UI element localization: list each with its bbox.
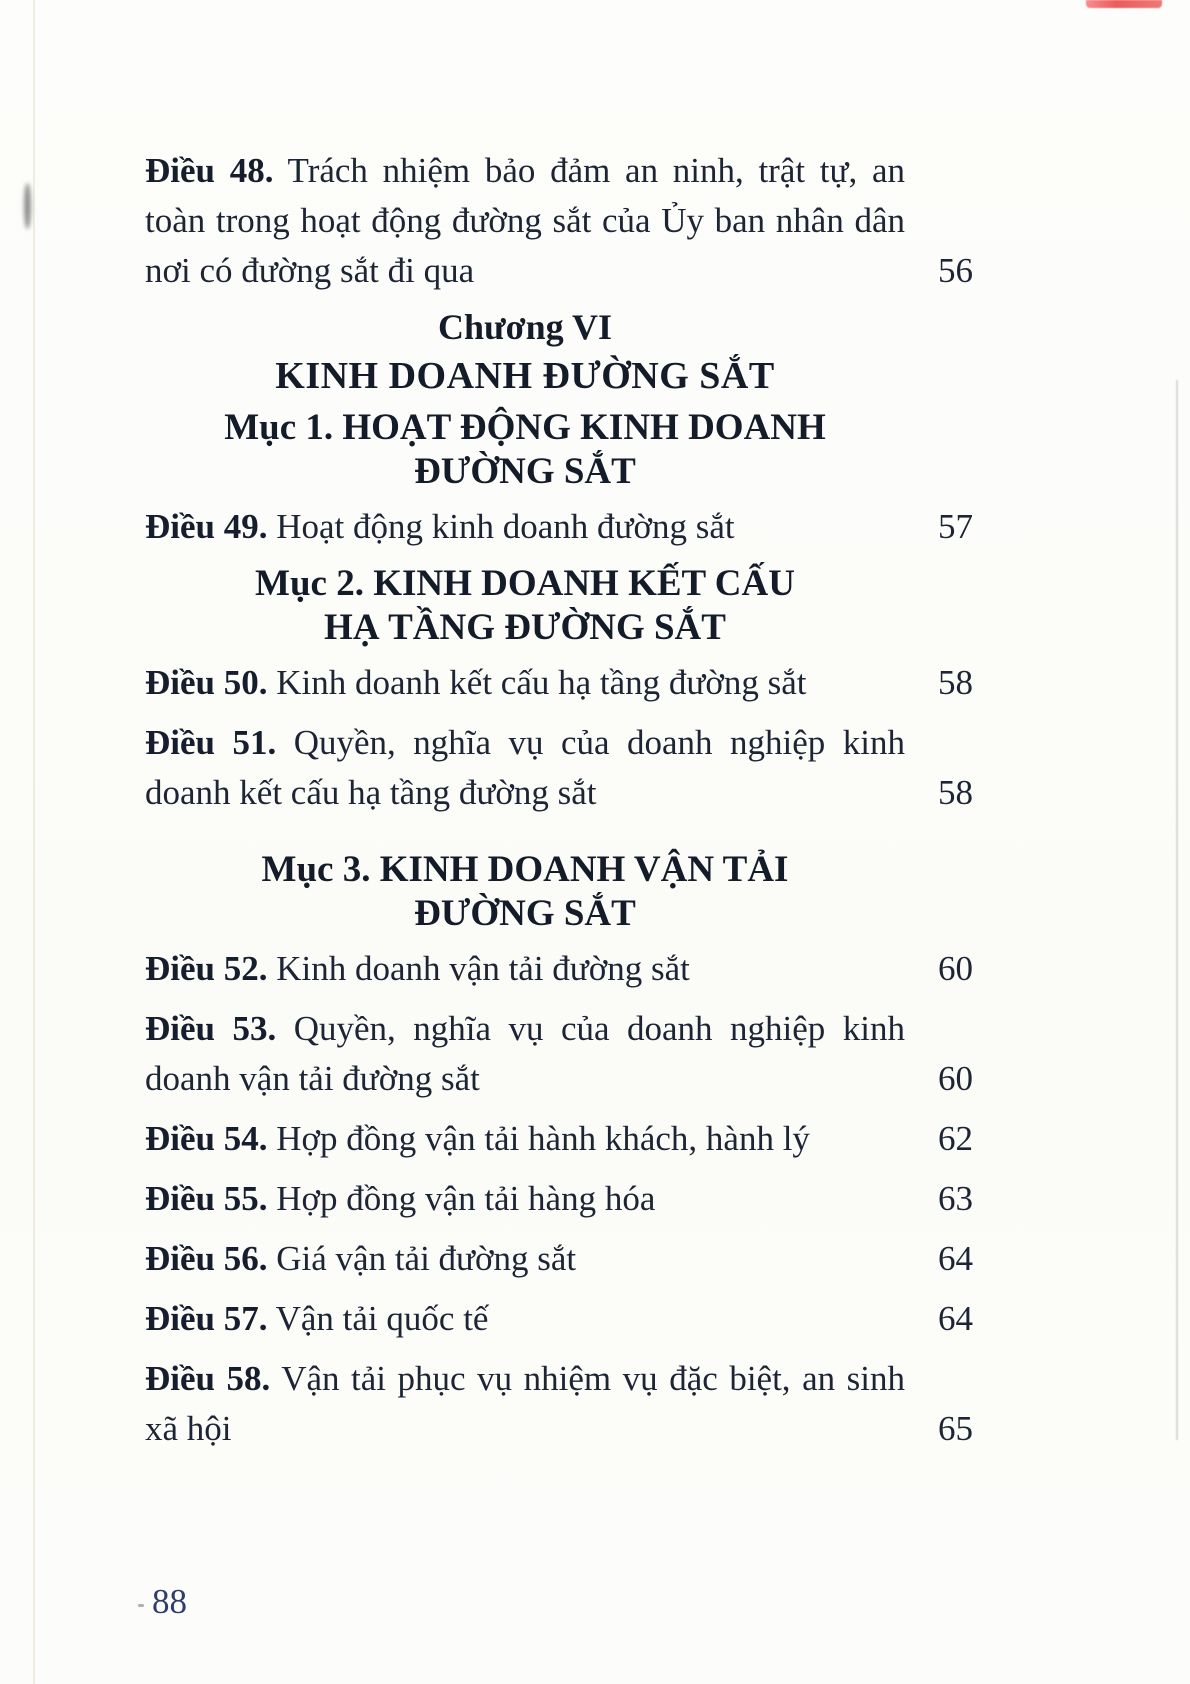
toc-entry-page-number: 64 — [938, 1299, 973, 1338]
toc-entry-text — [145, 658, 905, 708]
toc-entry-label: Điều 57. — [145, 1299, 268, 1338]
toc-entry-title: Hợp đồng vận tải hành khách, hành lý — [267, 1119, 810, 1158]
toc-entry — [145, 944, 975, 994]
toc-entry-title: Trách nhiệm bảo đảm an ninh, trật tự, an toàn trong hoạt động đường sắt của Ủy ban nhân dân nơi có đường sắt đi qua — [145, 151, 905, 290]
toc-entry-text — [145, 502, 905, 552]
toc-entry-title: Vận tải phục vụ nhiệm vụ đặc biệt, an sinh xã hội — [145, 1359, 905, 1448]
page-footer — [152, 1582, 187, 1622]
toc-entry-title: Quyền, nghĩa vụ của doanh nghiệp kinh doanh vận tải đường sắt — [145, 1009, 906, 1098]
toc-entry — [145, 146, 975, 296]
toc-entry-title: Hoạt động kinh doanh đường sắt — [267, 507, 735, 546]
scan-artifact-right-edge — [1176, 380, 1178, 1440]
toc-entry-text — [145, 146, 905, 296]
toc-section-heading-line: Mục 1. HOẠT ĐỘNG KINH DOANH — [224, 407, 826, 448]
toc-section-heading — [145, 406, 905, 494]
toc-chapter-heading: Chương VI — [438, 307, 612, 347]
toc-entry — [145, 1234, 975, 1284]
toc-entry-label: Điều 51. — [145, 723, 277, 762]
toc-entry-page-number: 60 — [938, 949, 973, 988]
toc-entry-page-number: 57 — [938, 507, 973, 546]
toc-entry-page-number: 56 — [938, 251, 973, 290]
toc-entry-text — [145, 1354, 905, 1454]
toc-entry — [145, 718, 975, 818]
toc-entry-text — [145, 1174, 905, 1224]
toc-entry-title: Kinh doanh vận tải đường sắt — [267, 949, 690, 988]
toc-entry-title: Kinh doanh kết cấu hạ tầng đường sắt — [267, 663, 807, 702]
toc-entry-text — [145, 1004, 905, 1104]
scan-dot-artifact — [138, 1604, 144, 1607]
toc-entry-text — [145, 1114, 905, 1164]
folio-number: 88 — [152, 1582, 187, 1621]
toc-entry-text — [145, 944, 905, 994]
toc-chapter-title: KINH DOANH ĐƯỜNG SẮT — [275, 355, 775, 397]
toc-entry-title: Vận tải quốc tế — [267, 1299, 489, 1338]
toc-entry — [145, 502, 975, 552]
toc-section-heading — [145, 848, 905, 936]
toc-section-heading-line: HẠ TẦNG ĐƯỜNG SẮT — [324, 607, 726, 648]
toc-list — [145, 146, 975, 1464]
toc-entry-label: Điều 55. — [145, 1179, 268, 1218]
toc-entry-label: Điều 49. — [145, 507, 268, 546]
toc-section-heading — [145, 562, 905, 650]
toc-entry-title: Hợp đồng vận tải hàng hóa — [267, 1179, 656, 1218]
toc-section-heading-line: ĐƯỜNG SẮT — [414, 451, 636, 492]
toc-entry — [145, 1004, 975, 1104]
toc-entry-page-number: 63 — [938, 1179, 973, 1218]
scan-artifact-smudge — [24, 183, 31, 229]
toc-entry-page-number: 60 — [938, 1059, 973, 1098]
toc-entry-text — [145, 1234, 905, 1284]
scan-artifact-red-mark — [1086, 0, 1162, 8]
toc-entry-title: Giá vận tải đường sắt — [267, 1239, 577, 1278]
toc-entry — [145, 1174, 975, 1224]
toc-section-heading-line: ĐƯỜNG SẮT — [414, 893, 636, 934]
toc-entry — [145, 1294, 975, 1344]
toc-entry-label: Điều 54. — [145, 1119, 268, 1158]
toc-entry — [145, 1354, 975, 1454]
toc-entry-label: Điều 50. — [145, 663, 268, 702]
toc-entry-text — [145, 1294, 905, 1344]
toc-entry-title: Quyền, nghĩa vụ của doanh nghiệp kinh doanh kết cấu hạ tầng đường sắt — [145, 723, 906, 812]
toc-entry-page-number: 58 — [938, 663, 973, 702]
toc-entry-page-number: 65 — [938, 1409, 973, 1448]
toc-entry-label: Điều 58. — [145, 1359, 271, 1398]
toc-entry-page-number: 64 — [938, 1239, 973, 1278]
toc-entry-page-number: 58 — [938, 773, 973, 812]
scan-artifact-left-line — [33, 0, 35, 1684]
toc-entry — [145, 1114, 975, 1164]
toc-entry-page-number: 62 — [938, 1119, 973, 1158]
toc-section-heading-line: Mục 2. KINH DOANH KẾT CẤU — [255, 563, 795, 604]
toc-entry — [145, 658, 975, 708]
toc-section-heading-line: Mục 3. KINH DOANH VẬN TẢI — [261, 849, 789, 890]
toc-entry-label: Điều 56. — [145, 1239, 268, 1278]
toc-entry-label: Điều 48. — [145, 151, 274, 190]
toc-entry-label: Điều 52. — [145, 949, 268, 988]
toc-entry-label: Điều 53. — [145, 1009, 277, 1048]
toc-entry-text — [145, 718, 905, 818]
